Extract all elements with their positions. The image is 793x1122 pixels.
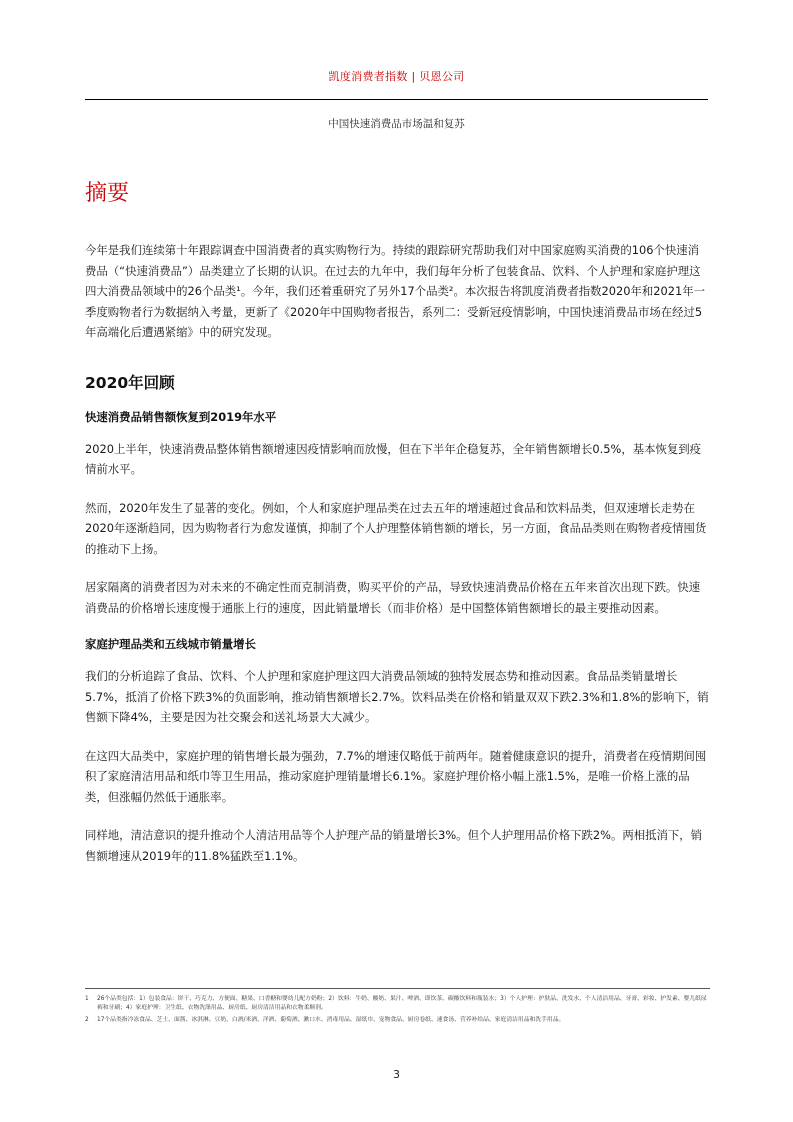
footnote-number: 2 — [85, 1017, 89, 1023]
paragraph: 居家隔离的消费者因为对未来的不确定性而克制消费，购买平价的产品，导致快速消费品价格在五年来首次出现下跌。快速消费品的价格增长速度慢于通胀上行的速度，因此销量增长（而非价格）是中国整体销售额增长的最主要推动因素。 — [85, 580, 701, 615]
review-heading: 2020年回顾 — [85, 373, 175, 392]
section-title: 摘要 — [85, 181, 130, 206]
footnote-number: 1 — [85, 996, 89, 1002]
paragraph: 我们的分析追踪了食品、饮料、个人护理和家庭护理这四大消费品领域的独特发展态势和推动因素。食品品类销量增长5.7%，抵消了价格下跌3%的负面影响，推动销售额增长2.7%。饮料品类在价格和销量双双下跌2.3%和1.8%的影响下，销售额下降4%，主要是因为社交聚会和送礼场景大大减少。 — [85, 669, 709, 724]
footnotes — [85, 995, 710, 1028]
footnote — [85, 995, 710, 1013]
page-number: 3 — [393, 1068, 400, 1081]
paragraph: 然而，2020年发生了显著的变化。例如，个人和家庭护理品类在过去五年的增速超过食品和饮料品类，但双速增长走势在2020年逐渐趋同，因为购物者行为愈发谨慎，抑制了个人护理整体销售额的增长，另一方面，食品品类则在购物者疫情囤货的推动下上扬。 — [85, 500, 707, 556]
subsection-heading-sales: 快速消费品销售额恢复到2019年水平 — [85, 409, 277, 424]
subsection-heading-homecare: 家庭护理品类和五线城市销量增长 — [85, 637, 256, 651]
paragraph: 2020上半年，快速消费品整体销售额增速因疫情影响而放慢，但在下半年企稳复苏，全年销售额增长0.5%，基本恢复到疫情前水平。 — [85, 441, 702, 476]
paragraph: 同样地，清洁意识的提升推动个人清洁用品等个人护理产品的销量增长3%。但个人护理用品价格下跌2%。两相抵消下，销售额增速从2019年的11.8%猛跌至1.1%。 — [85, 828, 703, 863]
intro-paragraph: 今年是我们连续第十年跟踪调查中国消费者的真实购物行为。持续的跟踪研究帮助我们对中国家庭购买消费的106个快速消费品（“快速消费品”）品类建立了长期的认识。在过去的九年中，我们每年分析了包装食品、饮料、个人护理和家庭护理这四大消费品领域中的26个品类¹。今年，我们还着重研究了另外17个品类²。本次报告将凯度消费者指数2020年和2021年一季度购物者行为数据纳入考量，更新了《2020年中国购物者报告，系列二：受新冠疫情影响，中国快速消费品市场在经过5年高端化后遭遇紧缩》中的研究发现。 — [85, 243, 706, 339]
footnote — [85, 1016, 710, 1025]
footnote-text: 26个品类包括：1）包装食品：饼干、巧克力、方便面、糖果、口香糖和婴幼儿配方奶粉；2）饮料：牛奶、酸奶、果汁、啤酒、即饮茶、碳酸饮料和瓶装水；3）个人护理：护肤品、洗发水、个人清洁用品、牙膏、彩妆、护发素、婴儿纸尿裤和牙刷；4）家庭护理：卫生纸、衣物洗涤用品、厨房纸、厨房清洁用品和衣物柔顺剂。 — [97, 996, 707, 1011]
body-content — [85, 240, 710, 884]
paragraph: 在这四大品类中，家庭护理的销售增长最为强劲，7.7%的增速仅略低于前两年。随着健康意识的提升，消费者在疫情期间囤积了家庭清洁用品和纸巾等卫生用品，推动家庭护理销量增长6.1%。家庭护理价格小幅上涨1.5%，是唯一价格上涨的品类，但涨幅仍然低于通胀率。 — [85, 748, 707, 804]
header-divider — [85, 99, 708, 100]
footnote-divider — [85, 988, 710, 989]
header-subtitle: 中国快速消费品市场温和复苏 — [328, 118, 465, 130]
header-brand: 凯度消费者指数 | 贝恩公司 — [328, 70, 465, 83]
footnote-text: 17个品类指冷冻食品、芝士、面酱、冰淇淋、豆奶、白酒/米酒、洋酒、葡萄酒、漱口水、消毒用品、湿纸巾、宠物食品、厨房卷纸、速食汤、营养补给品、家庭清洁用品和洗手用品。 — [97, 1017, 565, 1023]
